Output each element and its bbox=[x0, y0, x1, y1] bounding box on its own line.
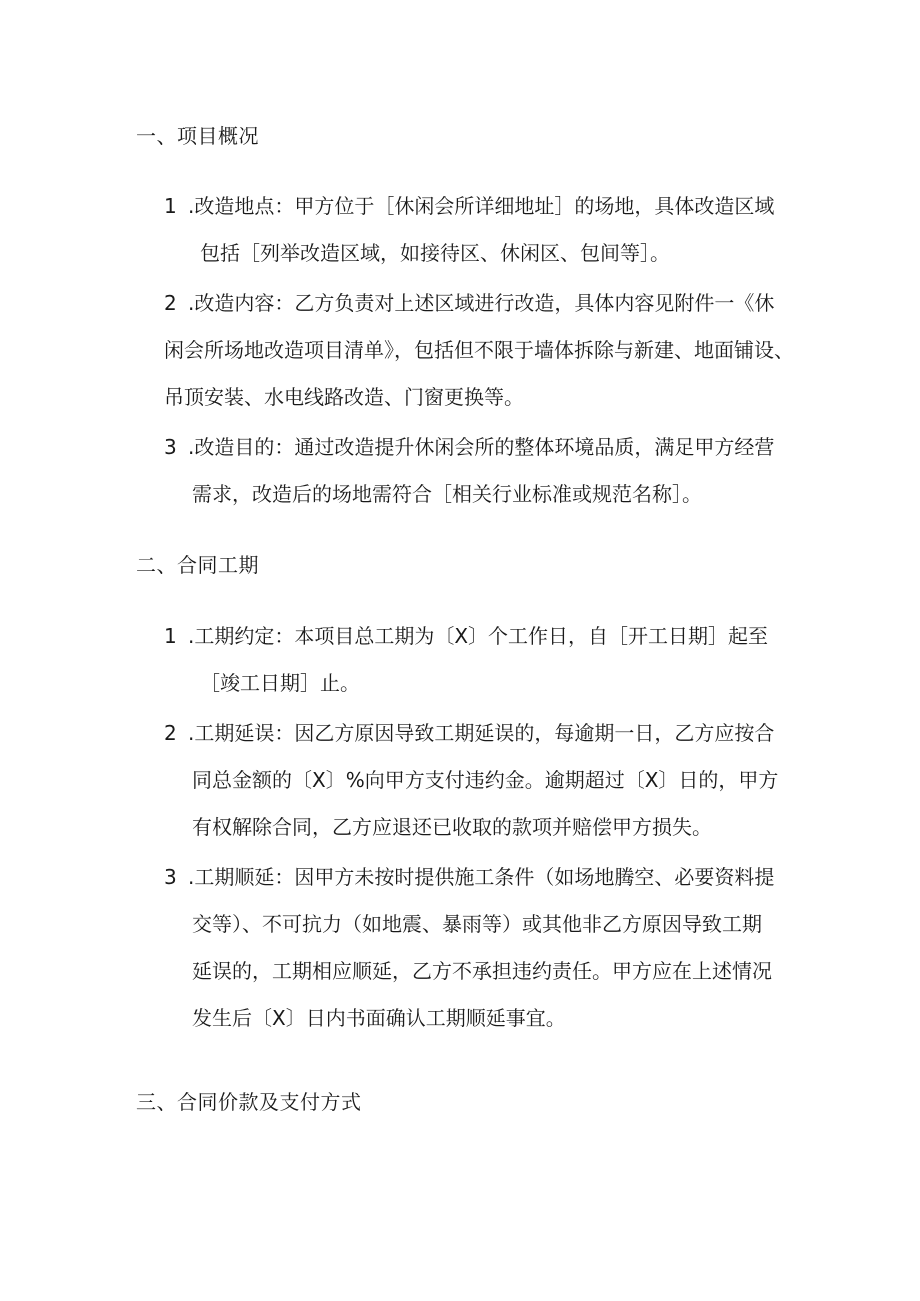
item-text-line: 闲会所场地改造项目清单》，包括但不限于墙体拆除与新建、地面铺设、 bbox=[164, 338, 794, 362]
item-number: 2 bbox=[164, 291, 177, 315]
item-text-line: 交等）、不可抗力（如地震、暴雨等）或其他非乙方原因导致工期 bbox=[192, 912, 762, 936]
item-text-line: 包括［列举改造区域，如接待区、休闲区、包间等］。 bbox=[200, 241, 670, 265]
item-text-line: .工期顺延：因甲方未按时提供施工条件（如场地腾空、必要资料提 bbox=[188, 865, 775, 889]
list-item bbox=[164, 622, 789, 716]
item-text-line: 有权解除合同，乙方应退还已收取的款项并赔偿甲方损失。 bbox=[192, 815, 712, 839]
list-item bbox=[164, 192, 789, 286]
item-number: 3 bbox=[164, 865, 177, 889]
item-text-line: .工期约定：本项目总工期为〔X〕个工作日，自［开工日期］起至 bbox=[188, 624, 769, 648]
item-number: 3 bbox=[164, 435, 177, 459]
item-text-line: 延误的，工期相应顺延，乙方不承担违约责任。甲方应在上述情况 bbox=[192, 959, 772, 983]
item-number: 1 bbox=[164, 624, 177, 648]
item-text-line: ［竣工日期］止。 bbox=[200, 671, 360, 695]
item-number: 1 bbox=[164, 194, 177, 218]
list-item bbox=[164, 433, 789, 527]
list-item bbox=[164, 863, 789, 1051]
section-heading-contract-price: 三、合同价款及支付方式 bbox=[136, 1090, 362, 1114]
item-text-line: .改造目的：通过改造提升休闲会所的整体环境品质，满足甲方经营 bbox=[188, 435, 775, 459]
item-text-line: 吊顶安装、水电线路改造、门窗更换等。 bbox=[164, 385, 524, 409]
item-text-line: .改造内容：乙方负责对上述区域进行改造，具体内容见附件一《休 bbox=[188, 291, 775, 315]
list-item bbox=[164, 289, 794, 430]
section-heading-project-overview: 一、项目概况 bbox=[136, 124, 259, 148]
section-heading-contract-period: 二、合同工期 bbox=[136, 553, 259, 577]
item-text-line: 需求，改造后的场地需符合［相关行业标准或规范名称］。 bbox=[192, 482, 702, 506]
item-text-line: .改造地点：甲方位于［休闲会所详细地址］的场地，具体改造区域 bbox=[188, 194, 775, 218]
item-number: 2 bbox=[164, 721, 177, 745]
item-text-line: 发生后〔X〕日内书面确认工期顺延事宜。 bbox=[192, 1006, 566, 1030]
item-text-line: 同总金额的〔X〕%向甲方支付违约金。逾期超过〔X〕日的，甲方 bbox=[192, 768, 779, 792]
item-text-line: .工期延误：因乙方原因导致工期延误的，每逾期一日，乙方应按合 bbox=[188, 721, 775, 745]
list-item bbox=[164, 719, 789, 860]
